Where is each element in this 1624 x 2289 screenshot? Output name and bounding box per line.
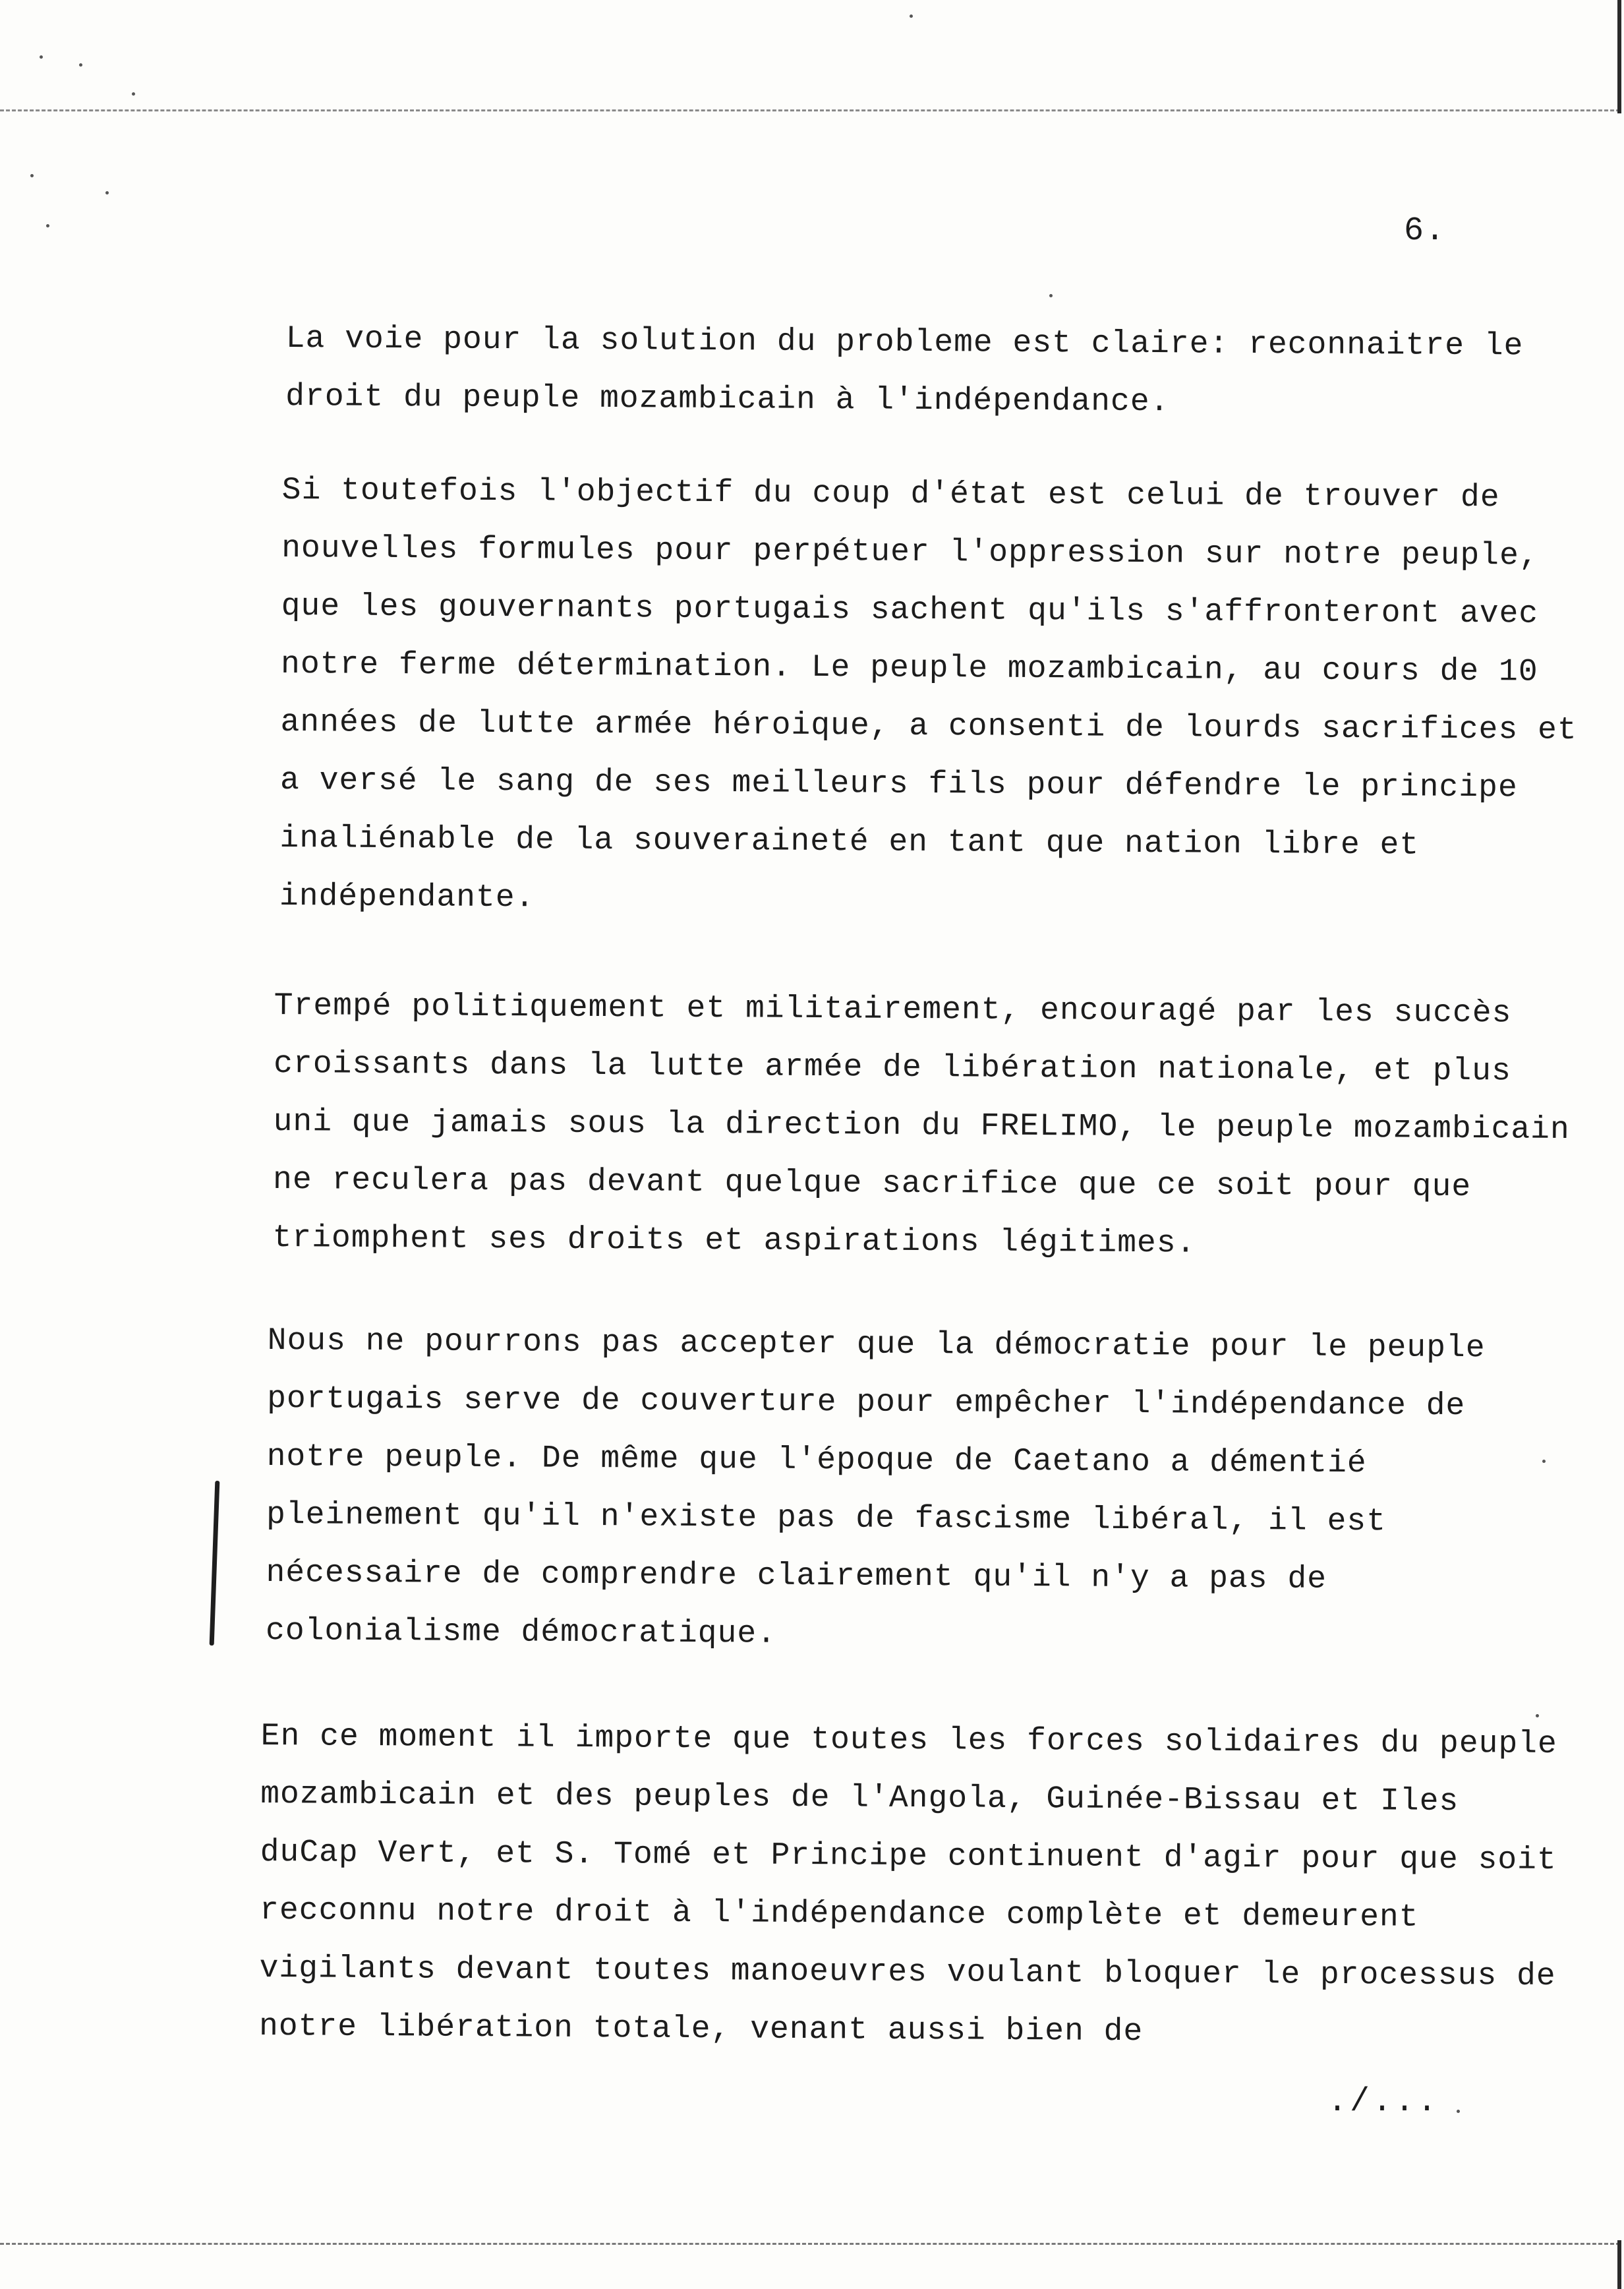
scan-edge-right-top [1617,0,1621,113]
paragraph-3: Trempé politiquement et militairement, encouragé par les succès croissants dans la lutte armée de libération nationale, et plus uni que jamais sous la direction du FRELIMO, le peuple mozambicain ne reculera pas devant quelque sacrifice que ce soit pour que triomphent ses droits et aspirations légitimes. [272,988,1570,1262]
scan-speck [1457,2110,1460,2113]
scan-speck [79,63,82,67]
margin-mark [210,1481,220,1646]
scan-speck [910,15,913,18]
scan-speck [30,174,34,177]
scan-speck [1536,1714,1539,1717]
scan-speck [40,55,43,59]
scan-speck [46,224,49,227]
scan-edge-top [0,109,1620,111]
continuation-mark: ./... [1327,2083,1440,2121]
paragraph-2: Si toutefois l'objectif du coup d'état est celui de trouver de nouvelles formules pour perpétuer l'oppression sur notre peuple, que les gouvernants portugais sachent qu'ils s'affronteront avec notre ferme détermination. Le peuple mozambicain, au cours de 10 années de lutte armée héroique, a consenti de lourds sacrifices et a versé le sang de ses meilleurs fils pour défendre le principe inaliénable de la souveraineté en tant que nation libre et indépendante. [279,472,1577,916]
paragraph-4: Nous ne pourrons pas accepter que la démocratie pour le peuple portugais serve de couverture pour empêcher l'indépendance de notre peuple. De même que l'époque de Caetano a démentié pleinement qu'il n'existe pas de fascisme libéral, il est nécessaire de comprendre clairement qu'il n'y a pas de colonialisme démocratique. [265,1323,1486,1652]
paragraph-1: La voie pour la solution du probleme est claire: reconnaitre le droit du peuple mozambicain à l'indépendance. [285,320,1524,421]
scan-edge-right-bottom [1617,2240,1621,2289]
paragraph-5: En ce moment il importe que toutes les forces solidaires du peuple mozambicain et des peuples de l'Angola, Guinée-Bissau et Iles duCap Vert, et S. Tomé et Principe continuent d'agir pour que soit recconnu notre droit à l'indépendance complète et demeurent vigilants devant toutes manoeuvres voulant bloquer le processus de notre libération totale, venant aussi bien de [258,1718,1557,2050]
scan-speck [132,92,135,96]
page-number: 6. [1404,212,1447,250]
scan-speck [1049,294,1053,297]
scan-edge-bottom [0,2243,1620,2245]
scan-speck [1542,1460,1546,1463]
scan-speck [105,191,109,194]
